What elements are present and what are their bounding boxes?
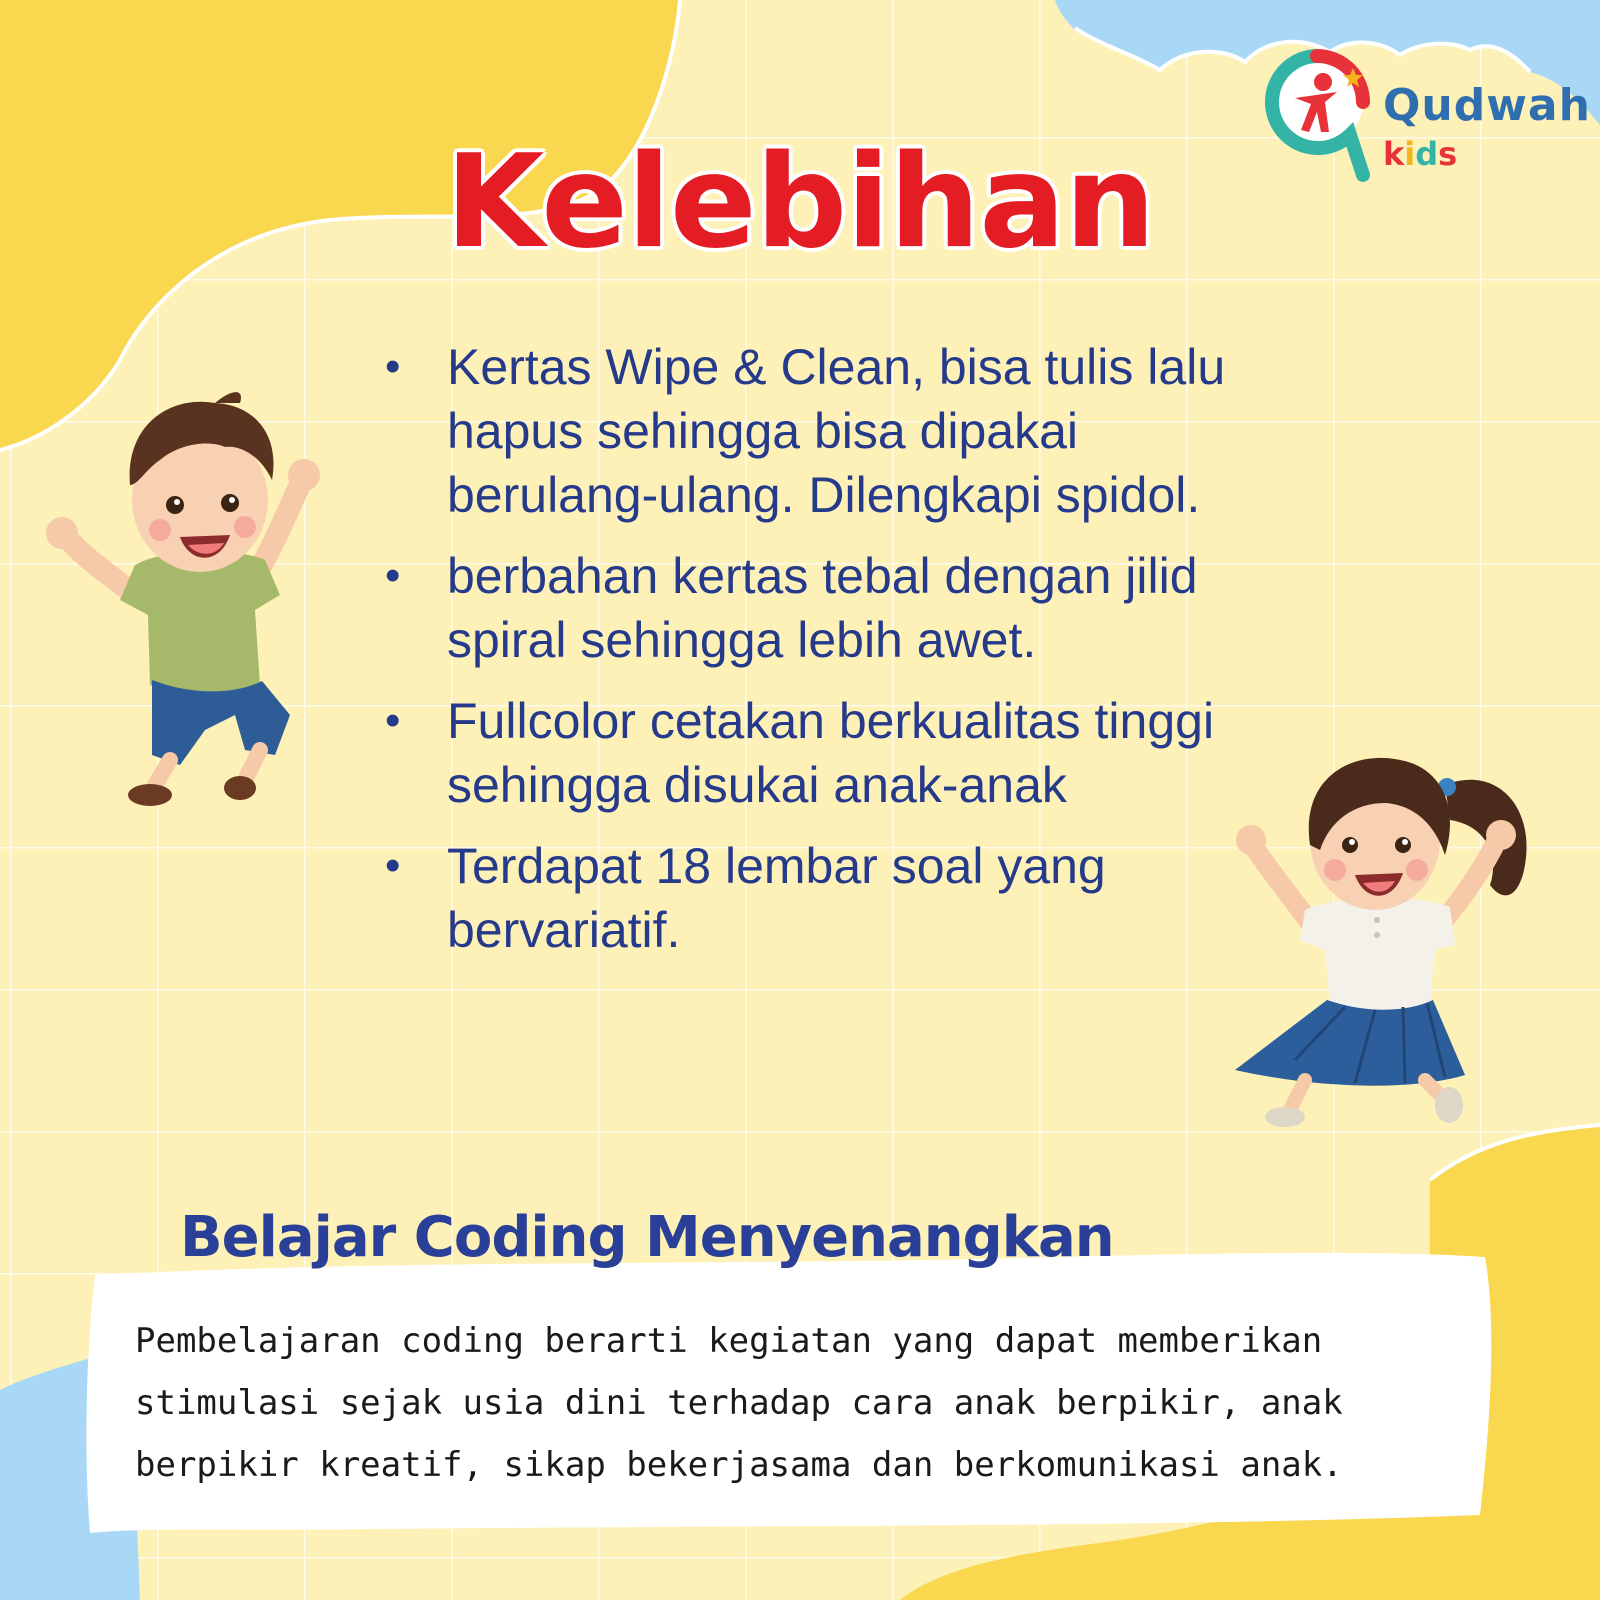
card-heading: Belajar Coding Menyenangkan xyxy=(180,1205,1114,1270)
benefit-item xyxy=(385,544,1285,672)
logo-kids-letter: k xyxy=(1383,135,1405,173)
benefit-text: Kertas Wipe & Clean, bisa tulis lalu hapus sehingga bisa dipakai berulang-ulang. Dilengkapi spidol. xyxy=(447,339,1226,523)
logo-kids-letter: i xyxy=(1404,135,1416,173)
benefit-text: Fullcolor cetakan berkualitas tinggi sehingga disukai anak-anak xyxy=(447,693,1215,813)
logo-kids-letter: s xyxy=(1438,135,1458,173)
benefit-text: Terdapat 18 lembar soal yang bervariatif. xyxy=(447,838,1106,958)
benefit-item xyxy=(385,335,1285,527)
card-body: Pembelajaran coding berarti kegiatan yang dapat memberikan stimulasi sejak usia dini terhadap cara anak berpikir, anak berpikir kreatif, sikap bekerjasama dan berkomunikasi anak. xyxy=(135,1321,1343,1485)
benefit-item xyxy=(385,834,1285,962)
girl-illustration xyxy=(1235,745,1565,1145)
boy-illustration xyxy=(40,385,340,825)
benefit-item xyxy=(385,689,1285,817)
bullet-icon: • xyxy=(385,551,401,600)
page-title: Kelebihan xyxy=(445,128,1155,277)
benefit-text: berbahan kertas tebal dengan jilid spiral sehingga lebih awet. xyxy=(447,548,1198,668)
bullet-icon: • xyxy=(385,696,401,745)
logo-wordmark: Qudwah xyxy=(1383,80,1591,131)
benefit-list xyxy=(385,335,1285,979)
bullet-icon: • xyxy=(385,841,401,890)
logo-kids-letter: d xyxy=(1415,135,1439,173)
bullet-icon: • xyxy=(385,342,401,391)
